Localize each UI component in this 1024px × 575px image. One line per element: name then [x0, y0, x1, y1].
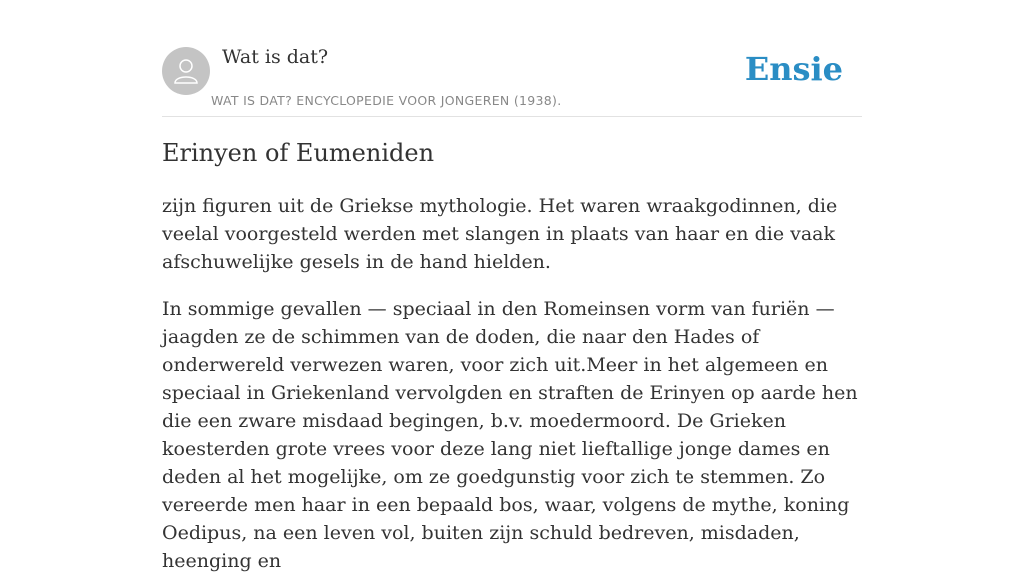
article-paragraph-2: In sommige gevallen — speciaal in den Romeinsen vorm van furiën — jaagden ze de schimmen van de doden, die naar den Hades of onderwereld verwezen waren, voor zich uit.Meer in het algemeen en speciaal in Griekenland vervolgden en straften de Erinyen op aarde hen die een zware misdaad begingen, b.v. moedermoord. De Grieken koesterden grote vrees voor deze lang niet lieftallige jonge dames en deden al het mogelijke, om ze goedgunstig voor zich te stemmen. Zo vereerde men haar in een bepaald bos, waar, volgens de mythe, koning Oedipus, na een leven vol, buiten zijn schuld bedreven, misdaden, heenging en — [162, 298, 858, 572]
user-icon — [171, 56, 201, 86]
source-title[interactable]: Wat is dat? — [222, 46, 329, 68]
article-title: Erinyen of Eumeniden — [162, 139, 435, 167]
avatar[interactable] — [162, 47, 210, 95]
source-subtitle[interactable]: WAT IS DAT? ENCYCLOPEDIE VOOR JONGEREN (1938). — [211, 93, 562, 108]
article-paragraph-1: zijn figuren uit de Griekse mythologie. Het waren wraakgodinnen, die veelal voorgesteld werden met slangen in plaats van haar en die vaak afschuwelijke gesels in de hand hielden. — [162, 195, 838, 273]
source-header — [162, 0, 862, 117]
ensie-logo[interactable]: Ensie — [744, 50, 843, 88]
page-container — [162, 0, 862, 572]
